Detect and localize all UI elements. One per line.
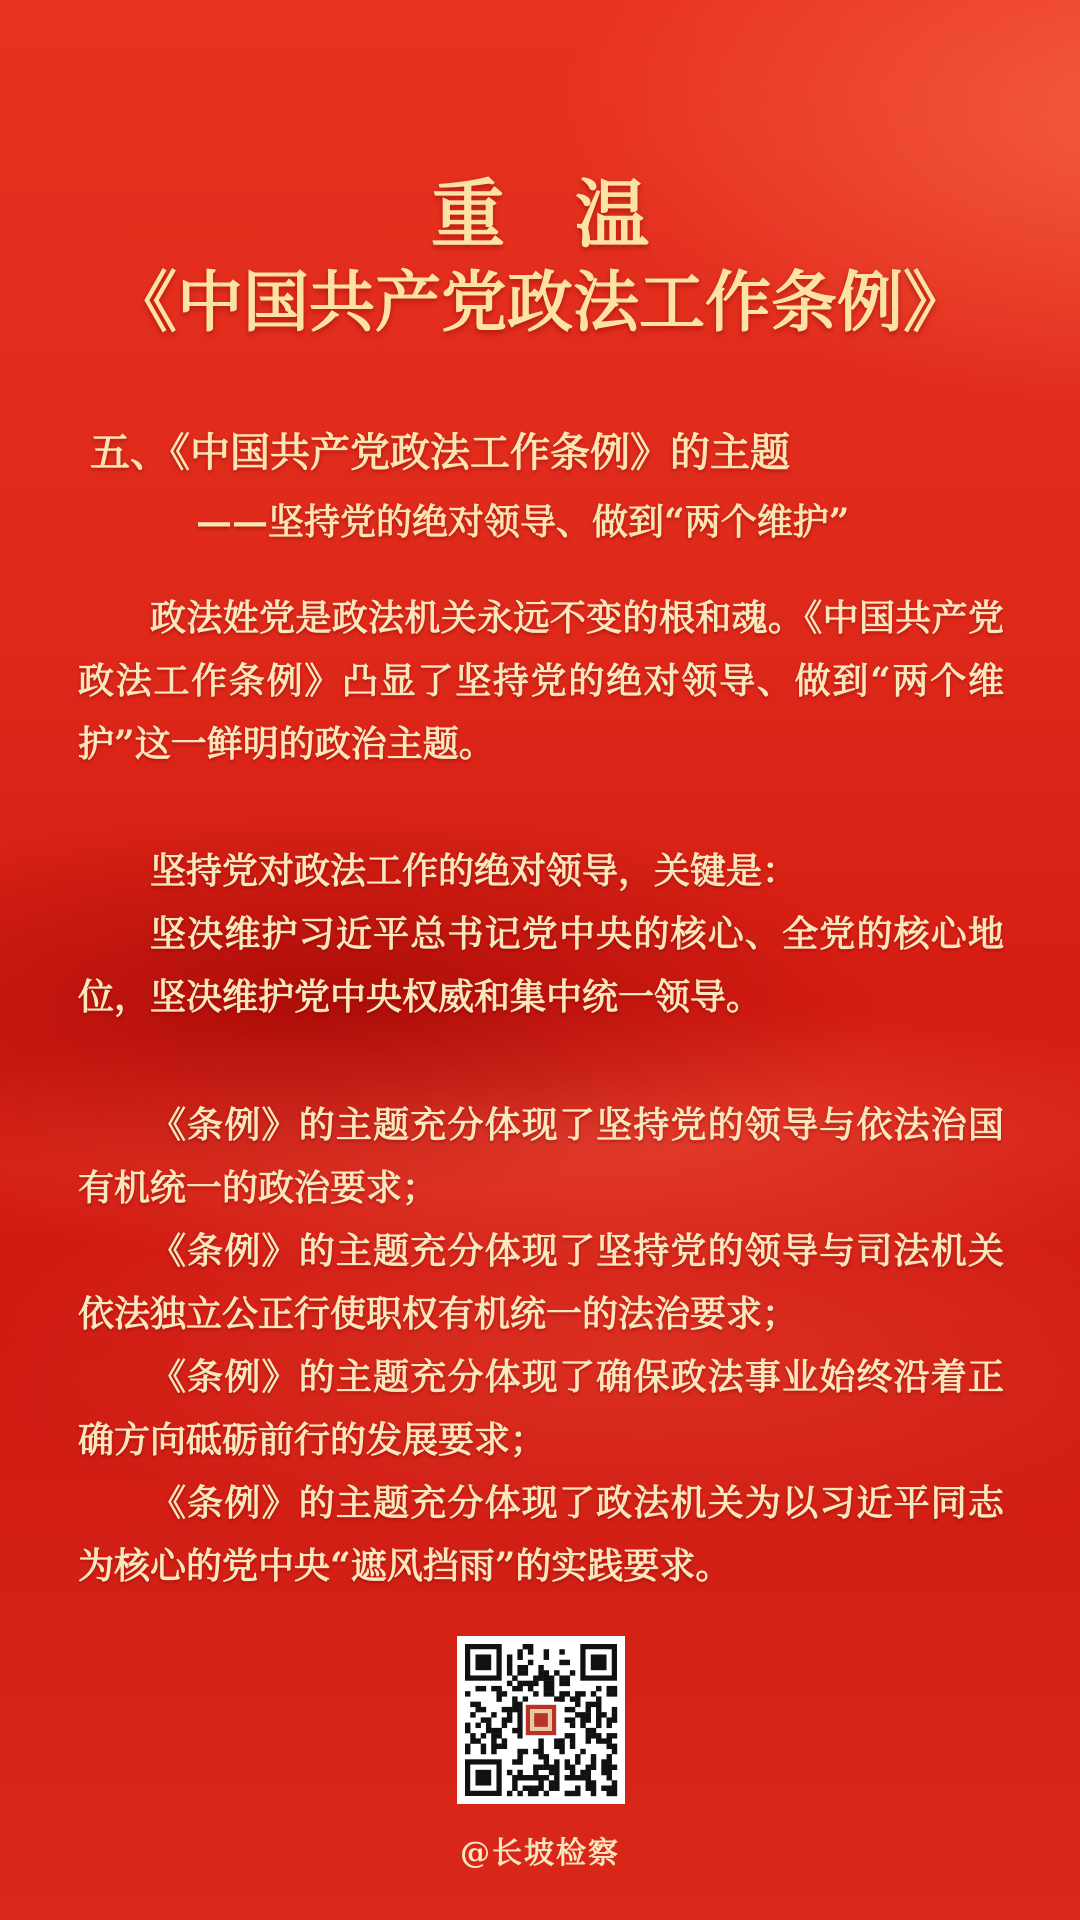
- paragraph-line: 坚决维护习近平总书记党中央的核心、全党的核心地位，坚决维护党中央权威和集中统一领导。: [78, 913, 1004, 1018]
- main-title-line-2: 《中国共产党政法工作条例》: [111, 263, 969, 341]
- account-credit: @长坡检察: [460, 1836, 620, 1871]
- paragraph-3: [78, 1094, 1004, 1598]
- paragraph-line: 《条例》的主题充分体现了坚持党的领导与司法机关依法独立公正行使职权有机统一的法治要求；: [78, 1230, 1004, 1335]
- paragraph-line: 政法姓党是政法机关永远不变的根和魂。《中国共产党政法工作条例》凸显了坚持党的绝对领导、做到“两个维护”这一鲜明的政治主题。: [78, 597, 1004, 765]
- paragraph-line: 坚持党对政法工作的绝对领导，关键是：: [150, 850, 799, 892]
- section-heading: 五、《中国共产党政法工作条例》的主题: [90, 429, 790, 476]
- paragraph-line: 《条例》的主题充分体现了坚持党的领导与依法治国有机统一的政治要求；: [78, 1104, 1004, 1209]
- qr-code-icon[interactable]: [457, 1636, 625, 1804]
- paragraph-2: [78, 840, 1004, 1029]
- paragraph-line: 《条例》的主题充分体现了政法机关为以习近平同志为核心的党中央“遮风挡雨”的实践要求。: [78, 1482, 1004, 1587]
- paragraph-line: 《条例》的主题充分体现了确保政法事业始终沿着正确方向砥砺前行的发展要求；: [78, 1356, 1004, 1461]
- qr-code-graphic: [457, 1636, 625, 1804]
- paragraph-1: [78, 587, 1004, 776]
- section-subheading: ——坚持党的绝对领导、做到“两个维护”: [196, 501, 850, 543]
- main-title-line-1: 重温: [431, 172, 719, 258]
